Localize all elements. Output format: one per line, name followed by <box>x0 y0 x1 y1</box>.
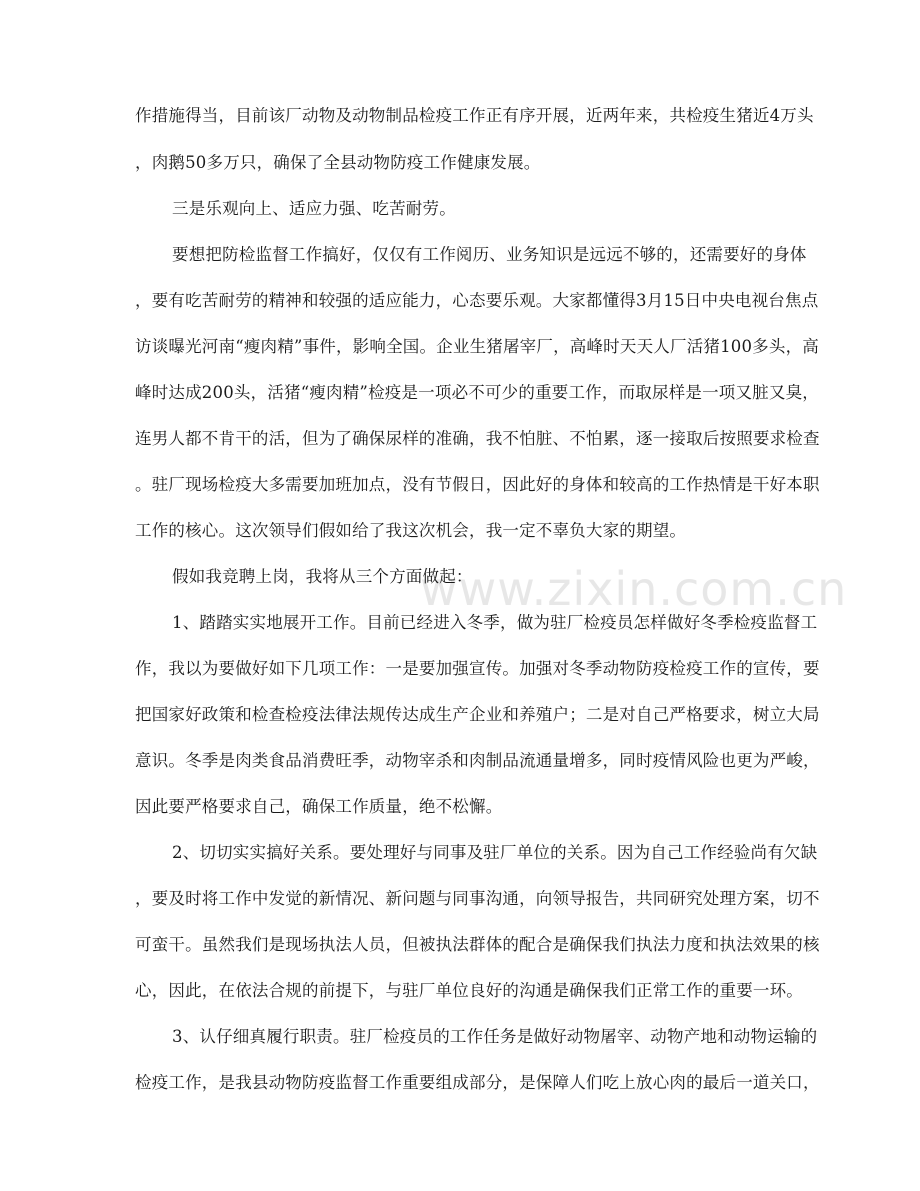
text-line: 访谈曝光河南“瘦肉精”事件，影响全国。企业生猪屠宰厂，高峰时天天人厂活猪100多头，高 <box>135 337 819 356</box>
text-line: 心，因此，在依法合规的前提下，与驻厂单位良好的沟通是确保我们正常工作的重要一环。 <box>135 981 803 1000</box>
paragraph-heading: 三是乐观向上、适应力强、吃苦耐劳。 <box>172 199 456 218</box>
text-line: ，肉鹅50多万只，确保了全县动物防疫工作健康发展。 <box>135 153 541 172</box>
text-line: 把国家好政策和检查检疫法律法规传达成生产企业和养殖户；二是对自己严格要求，树立大局 <box>135 705 820 724</box>
text-line: 作措施得当，目前该厂动物及动物制品检疫工作正有序开展，近两年来，共检疫生猪近4万头 <box>135 106 814 125</box>
text-line: 意识。冬季是肉类食品消费旺季，动物宰杀和肉制品流通量增多，同时疫情风险也更为严峻， <box>135 751 820 770</box>
watermark: www.zixin.com.cn <box>420 562 848 616</box>
text-line: 因此要严格要求自己，确保工作质量，绝不松懈。 <box>135 797 503 816</box>
text-line: ，要及时将工作中发觉的新情况、新问题与同事沟通，向领导报告，共同研究处理方案，切不 <box>135 889 820 908</box>
text-line: 1、踏踏实实地展开工作。目前已经进入冬季，做为驻厂检疫员怎样做好冬季检疫监督工 <box>172 613 818 632</box>
text-line: 工作的核心。这次领导们假如给了我这次机会，我一定不辜负大家的期望。 <box>135 521 687 540</box>
text-line: 。驻厂现场检疫大多需要加班加点，没有节假日，因此好的身体和较高的工作热情是干好本职 <box>135 475 820 494</box>
text-line: 检疫工作，是我县动物防疫监督工作重要组成部分，是保障人们吃上放心肉的最后一道关口， <box>135 1073 820 1092</box>
text-line: 连男人都不肯干的活，但为了确保尿样的准确，我不怕脏、不怕累，逐一接取后按照要求检查 <box>135 429 820 448</box>
text-line: 可蛮干。虽然我们是现场执法人员，但被执法群体的配合是确保我们执法力度和执法效果的核 <box>135 935 820 954</box>
text-line: ，要有吃苦耐劳的精神和较强的适应能力，心态要乐观。大家都懂得3月15日中央电视台焦点 <box>135 291 819 310</box>
text-line: 3、认仔细真履行职责。驻厂检疫员的工作任务是做好动物屠宰、动物产地和动物运输的 <box>172 1027 818 1046</box>
text-line: 2、切切实实搞好关系。要处理好与同事及驻厂单位的关系。因为自己工作经验尚有欠缺 <box>172 843 818 862</box>
text-line: 要想把防检监督工作搞好，仅仅有工作阅历、业务知识是远远不够的，还需要好的身体 <box>172 245 807 264</box>
text-line: 假如我竞聘上岗，我将从三个方面做起： <box>172 567 473 586</box>
text-line: 峰时达成200头，活猪“瘦肉精”检疫是一项必不可少的重要工作，而取尿样是一项又脏又臭， <box>135 383 819 402</box>
text-line: 作，我以为要做好如下几项工作：一是要加强宣传。加强对冬季动物防疫检疫工作的宣传，要 <box>135 659 820 678</box>
